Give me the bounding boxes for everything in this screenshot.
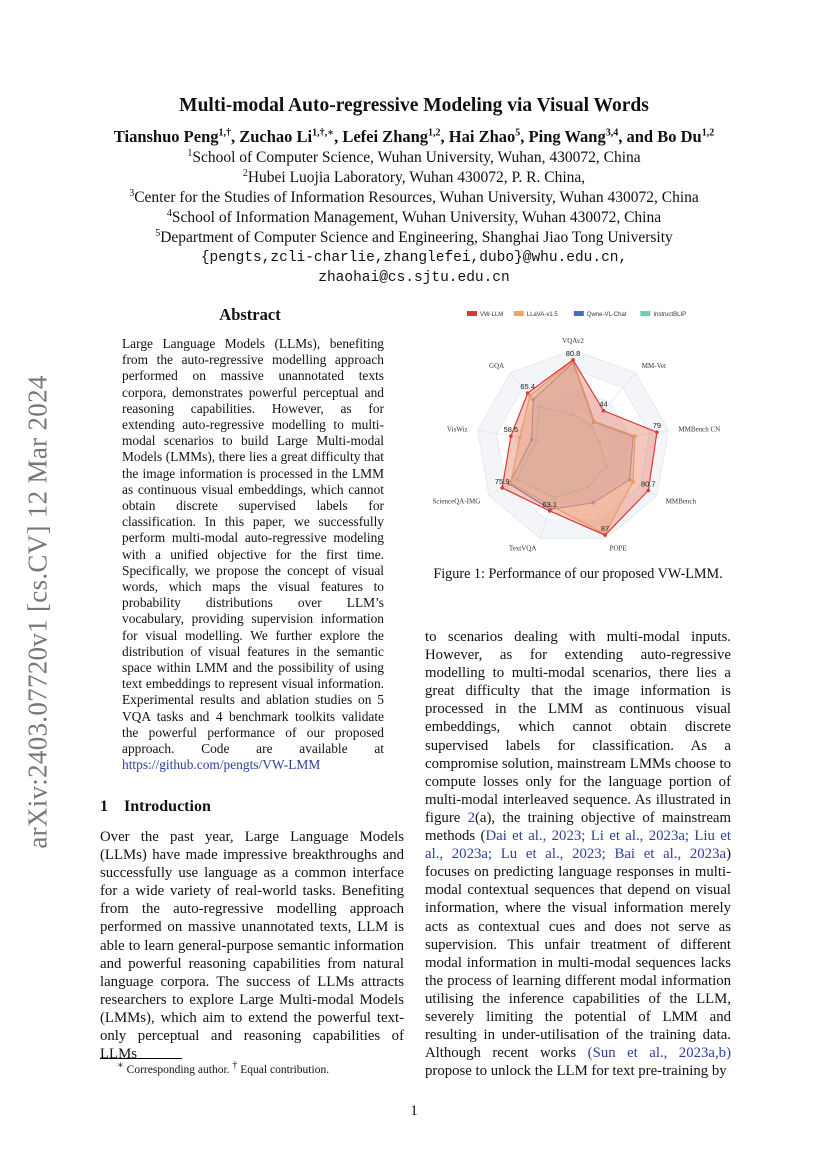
- intro-text-d: propose to unlock the LLM for text pre-training by: [425, 1063, 727, 1080]
- affiliation-number: 2: [242, 167, 248, 179]
- legend-swatch: [640, 311, 650, 316]
- radar-data-point: [548, 509, 552, 513]
- abstract-body: [122, 336, 384, 773]
- page-number: 1: [410, 1103, 418, 1119]
- radar-data-point: [655, 430, 659, 434]
- author-separator: , and: [618, 127, 658, 146]
- author-affiliation-mark: 1,2: [701, 127, 715, 139]
- radar-value-label: 80.8: [565, 348, 581, 358]
- radar-svg: [425, 307, 731, 559]
- radar-data-point: [526, 391, 530, 395]
- citation-group-1[interactable]: Dai et al., 2023; Li et al., 2023a; Liu et al., 2023a; Lu et al., 2023; Bai et al., 2023a: [425, 828, 731, 863]
- radar-value-label: 44: [599, 399, 608, 409]
- affiliation-list: [0, 148, 828, 248]
- radar-data-point: [603, 533, 607, 537]
- author-affiliation-mark: 1,2: [428, 127, 441, 139]
- radar-axis-label: POPE: [609, 544, 627, 553]
- author-affiliation-mark: 5: [515, 127, 521, 139]
- section-number: 1: [100, 798, 108, 815]
- figure-1-caption: Figure 1: Performance of our proposed VW-LMM.: [433, 566, 723, 582]
- author-emails: [0, 248, 828, 288]
- abstract-heading: Abstract: [219, 305, 281, 324]
- intro-column-2: [425, 628, 731, 1080]
- email-line-1: {pengts,zcli-charlie,zhanglefei,dubo}@whu.edu.cn,: [200, 250, 628, 266]
- affiliation-number: 4: [166, 207, 172, 219]
- author-separator: ,: [520, 127, 529, 146]
- affiliation-text: Center for the Studies of Information Resources, Wuhan University, Wuhan 430072, China: [134, 189, 699, 206]
- radar-value-label: 87: [600, 524, 610, 534]
- author-name: Tianshuo Peng: [113, 127, 219, 146]
- code-link[interactable]: https://github.com/pengts/VW-LMM: [122, 757, 321, 773]
- footnote: [117, 1060, 330, 1076]
- legend-label: VW-LLM: [480, 312, 504, 318]
- footnote-dagger-text: Equal contribution.: [237, 1064, 330, 1076]
- affiliation-number: 1: [187, 147, 193, 159]
- radar-axis-label: MM-Vet: [641, 362, 666, 370]
- legend-label: InstructBLIP: [653, 312, 687, 318]
- radar-value-label: 79: [652, 421, 662, 431]
- radar-data-point: [509, 434, 513, 438]
- radar-axis-label: GQA: [489, 362, 505, 370]
- affiliation-number: 3: [129, 187, 135, 199]
- radar-value-label: 75.9: [494, 476, 510, 486]
- affiliation-text: Department of Computer Science and Engineering, Shanghai Jiao Tong University: [160, 229, 673, 246]
- intro-text-b: (a), the training objective of mainstream methods (: [425, 809, 731, 845]
- radar-axis-label: MMBench: [665, 497, 697, 506]
- arxiv-sidebar: [8, 362, 68, 862]
- author-separator: ,: [440, 127, 449, 146]
- affiliation-line: [0, 168, 828, 188]
- affiliation-line: [0, 228, 828, 248]
- section-heading: [100, 798, 211, 816]
- radar-data-point: [602, 409, 606, 413]
- affiliation-text: Hubei Luojia Laboratory, Wuhan 430072, P. R. China,: [247, 169, 586, 186]
- footnote-star: ∗: [117, 1060, 124, 1072]
- footnote-rule: [100, 1058, 182, 1059]
- author-list: [0, 127, 828, 147]
- citation-group-2[interactable]: (Sun et al., 2023a,b): [587, 1045, 731, 1062]
- author-name: Hai Zhao: [448, 127, 516, 146]
- affiliation-line: [0, 208, 828, 228]
- author-name: Ping Wang: [528, 127, 606, 146]
- radar-data-point: [571, 358, 575, 362]
- paper-title: Multi-modal Auto-regressive Modeling via Visual Words: [179, 95, 649, 116]
- radar-value-label: 65.4: [520, 382, 536, 391]
- radar-data-point: [500, 486, 504, 490]
- intro-text-c: ) focuses on predicting language responses in multi-modal contextual sequences that depend on visual information, where the visual information merely acts as contextual cues and does not serve as supervision. This unfair treatment of different modal information in multi-modal sequences lacks the process of learning different modal information utilising the inference capabilities of the LLM, severely limiting the potential of LMM and resulting in under-utilisation of the training data. Although recent works: [425, 846, 731, 1062]
- radar-value-label: 63.1: [542, 499, 558, 509]
- author-name: Lefei Zhang: [342, 127, 429, 146]
- footnote-text: Corresponding author.: [126, 1064, 233, 1076]
- author-affiliation-mark: 1,†: [218, 127, 231, 139]
- arxiv-identifier: arXiv:2403.07720v1 [cs.CV] 12 Mar 2024: [22, 375, 53, 849]
- author-separator: ,: [231, 127, 240, 146]
- affiliation-line: [0, 188, 828, 208]
- section-title: Introduction: [124, 798, 211, 815]
- figure-1-radar-chart: [425, 307, 731, 559]
- radar-axis-label: ScienceQA-IMG: [432, 497, 481, 506]
- radar-axis-label: VQAv2: [562, 337, 584, 345]
- radar-value-label: 58.5: [503, 425, 519, 435]
- affiliation-number: 5: [155, 227, 161, 239]
- radar-axis-label: VisWiz: [446, 425, 468, 434]
- email-line-2: zhaohai@cs.sjtu.edu.cn: [318, 270, 510, 286]
- legend-swatch: [514, 311, 524, 316]
- footnote-dagger: †: [232, 1060, 238, 1072]
- author-name: Bo Du: [657, 127, 702, 146]
- intro-text-a: to scenarios dealing with multi-modal inputs. However, as for extending auto-regressive modelling to multi-modal scenarios, there lies a great difficulty that the image information is processed in the LMM as continuous visual embeddings, which cannot obtain discrete supervised labels for classification. As a compromise solution, mainstream LMMs choose to compute losses only for the language portion of multi-modal interleaved sequence. As illustrated in figure: [425, 629, 731, 826]
- intro-column-1: Over the past year, Large Language Models (LLMs) have made impressive breakthroughs and successfully use language as a common interface for a wide variety of real-world tasks. Benefiting from the auto-regressive modelling approach performed on massive unannotated texts, LLM is able to learn general-purpose semantic information and powerful reasoning capabilities from natural language corpora. The success of LLMs attracts researchers to explore Large Multi-modal Models (LMMs), which aim to extend the powerful text-only perceptual and reasoning capabilities of LLMs: [100, 829, 404, 1063]
- abstract-text: Large Language Models (LLMs), benefiting from the auto-regressive modelling approach performed on massive unannotated texts corpora, demonstrates powerful perceptual and reasoning capabilities. However, as for extending auto-regressive modelling to multi-modal scenarios to build Large Multi-modal Models (LMMs), there lies a great difficulty that the image information is processed in the LMM as continuous visual embeddings, which cannot obtain discrete supervised labels for classification. In this paper, we successfully perform multi-modal auto-regressive modeling with a unified objective for the first time. Specifically, we propose the concept of visual words, which maps the visual features to probability distributions over LLM’s vocabulary, providing supervision information for visual modelling. We further explore the distribution of visual features in the semantic space within LMM and the possibility of using text embeddings to represent visual information. Experimental results and ablation studies on 5 VQA tasks and 4 benchmark toolkits validate the powerful performance of our proposed approach. Code are available at: [122, 336, 384, 757]
- author-separator: ,: [334, 127, 343, 146]
- radar-axis-label: TextVQA: [508, 544, 537, 553]
- legend-label: Qwne-VL-Chat: [586, 312, 627, 318]
- radar-axis-label: MMBench CN: [678, 425, 721, 434]
- radar-value-label: 80.7: [640, 479, 656, 489]
- affiliation-line: [0, 148, 828, 168]
- legend-label: LLaVA-v1.5: [526, 312, 558, 318]
- legend-swatch: [574, 311, 584, 316]
- radar-data-point: [647, 489, 651, 493]
- author-affiliation-mark: 3,4: [605, 127, 619, 139]
- figure-2-ref[interactable]: 2: [467, 809, 475, 826]
- legend-swatch: [467, 311, 477, 316]
- author-affiliation-mark: 1,†,∗: [312, 127, 335, 139]
- author-name: Zuchao Li: [239, 127, 313, 146]
- affiliation-text: School of Computer Science, Wuhan University, Wuhan, 430072, China: [192, 149, 641, 166]
- affiliation-text: School of Information Management, Wuhan University, Wuhan 430072, China: [171, 209, 662, 226]
